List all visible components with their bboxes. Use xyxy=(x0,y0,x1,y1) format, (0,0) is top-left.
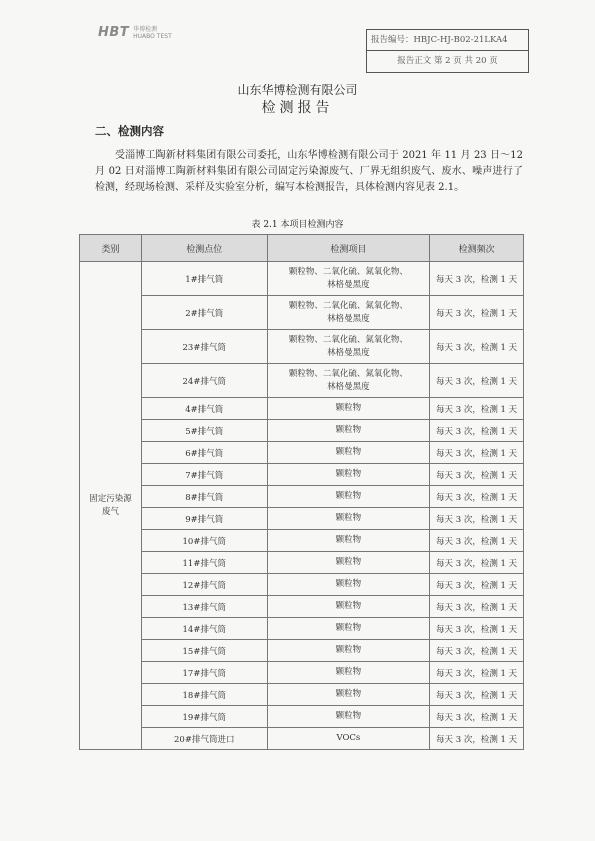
category-cell: 固定污染源废气 xyxy=(80,262,142,750)
item-line: 颗粒物 xyxy=(335,579,362,589)
table-row xyxy=(80,398,524,420)
item-line: 颗粒物 xyxy=(335,711,362,721)
frequency-cell: 每天 3 次，检测 1 天 xyxy=(430,640,524,662)
item-line: 颗粒物 xyxy=(335,689,362,699)
table-row xyxy=(80,330,524,364)
table-row xyxy=(80,552,524,574)
items-cell xyxy=(267,574,430,596)
header-point: 检测点位 xyxy=(141,235,267,262)
item-line: 颗粒物、二氧化硫、氮氧化物、 xyxy=(288,368,408,379)
point-cell: 19#排气筒 xyxy=(141,706,267,728)
frequency-cell: 每天 3 次，检测 1 天 xyxy=(430,574,524,596)
items-cell xyxy=(267,262,430,296)
items-cell xyxy=(267,596,430,618)
frequency-cell: 每天 3 次，检测 1 天 xyxy=(430,486,524,508)
item-line: 林格曼黑度 xyxy=(327,313,370,324)
item-line: VOCs xyxy=(336,733,361,743)
items-cell xyxy=(267,684,430,706)
frequency-cell: 每天 3 次，检测 1 天 xyxy=(430,684,524,706)
item-line: 林格曼黑度 xyxy=(327,347,370,358)
frequency-cell: 每天 3 次，检测 1 天 xyxy=(430,618,524,640)
table-row xyxy=(80,442,524,464)
table-row xyxy=(80,684,524,706)
point-cell: 18#排气筒 xyxy=(141,684,267,706)
items-cell xyxy=(267,728,430,750)
items-cell xyxy=(267,706,430,728)
point-cell: 8#排气筒 xyxy=(141,486,267,508)
point-cell: 17#排气筒 xyxy=(141,662,267,684)
item-line: 颗粒物 xyxy=(335,601,362,611)
table-row xyxy=(80,596,524,618)
item-line: 颗粒物 xyxy=(335,491,362,501)
items-cell xyxy=(267,640,430,662)
detection-content-table xyxy=(79,234,524,750)
table-row xyxy=(80,508,524,530)
document-title: 检测报告 xyxy=(261,100,334,116)
table-row xyxy=(80,530,524,552)
logo-mark: HBT xyxy=(98,25,130,40)
item-line: 颗粒物 xyxy=(335,557,362,567)
point-cell: 11#排气筒 xyxy=(141,552,267,574)
items-cell xyxy=(267,398,430,420)
point-cell: 7#排气筒 xyxy=(141,464,267,486)
point-cell: 24#排气筒 xyxy=(141,364,267,398)
point-cell: 15#排气筒 xyxy=(141,640,267,662)
frequency-cell: 每天 3 次，检测 1 天 xyxy=(430,464,524,486)
item-line: 颗粒物 xyxy=(335,645,362,655)
company-logo xyxy=(98,25,172,40)
items-cell xyxy=(267,364,430,398)
items-cell xyxy=(267,486,430,508)
item-line: 林格曼黑度 xyxy=(327,279,370,290)
report-number: 报告编号：HBJC-HJ-B02-21LKA4 xyxy=(371,35,508,45)
items-cell xyxy=(267,508,430,530)
header-frequency: 检测频次 xyxy=(430,235,524,262)
point-cell: 5#排气筒 xyxy=(141,420,267,442)
table-row xyxy=(80,262,524,296)
report-info-box xyxy=(366,29,529,73)
frequency-cell: 每天 3 次，检测 1 天 xyxy=(430,420,524,442)
frequency-cell: 每天 3 次，检测 1 天 xyxy=(430,330,524,364)
point-cell: 1#排气筒 xyxy=(141,262,267,296)
section-title: 二、检测内容 xyxy=(95,124,164,138)
item-line: 颗粒物 xyxy=(335,667,362,677)
items-cell xyxy=(267,330,430,364)
item-line: 颗粒物 xyxy=(335,513,362,523)
logo-en: HUABO TEST xyxy=(133,32,172,40)
frequency-cell: 每天 3 次，检测 1 天 xyxy=(430,552,524,574)
point-cell: 4#排气筒 xyxy=(141,398,267,420)
frequency-cell: 每天 3 次，检测 1 天 xyxy=(430,728,524,750)
item-line: 颗粒物 xyxy=(335,469,362,479)
items-cell xyxy=(267,442,430,464)
frequency-cell: 每天 3 次，检测 1 天 xyxy=(430,364,524,398)
item-line: 颗粒物 xyxy=(335,403,362,413)
item-line: 颗粒物 xyxy=(335,447,362,457)
point-cell: 2#排气筒 xyxy=(141,296,267,330)
point-cell: 6#排气筒 xyxy=(141,442,267,464)
items-cell xyxy=(267,552,430,574)
table-row xyxy=(80,706,524,728)
items-cell xyxy=(267,530,430,552)
items-cell xyxy=(267,618,430,640)
item-line: 颗粒物、二氧化硫、氮氧化物、 xyxy=(288,334,408,345)
table-row xyxy=(80,420,524,442)
point-cell: 13#排气筒 xyxy=(141,596,267,618)
item-line: 颗粒物、二氧化硫、氮氧化物、 xyxy=(288,266,408,277)
logo-cn: 华博检测 xyxy=(133,25,158,33)
item-line: 颗粒物 xyxy=(335,535,362,545)
company-name: 山东华博检测有限公司 xyxy=(237,83,358,97)
frequency-cell: 每天 3 次，检测 1 天 xyxy=(430,262,524,296)
item-line: 林格曼黑度 xyxy=(327,381,370,392)
logo-text xyxy=(133,26,172,40)
page-info: 报告正文 第 2 页 共 20 页 xyxy=(367,50,528,71)
table-row xyxy=(80,464,524,486)
table-row xyxy=(80,640,524,662)
frequency-cell: 每天 3 次，检测 1 天 xyxy=(430,442,524,464)
table-row xyxy=(80,574,524,596)
header-category: 类别 xyxy=(80,235,142,262)
frequency-cell: 每天 3 次，检测 1 天 xyxy=(430,398,524,420)
item-line: 颗粒物、二氧化硫、氮氧化物、 xyxy=(288,300,408,311)
table-header-row xyxy=(80,235,524,262)
items-cell xyxy=(267,662,430,684)
table-row xyxy=(80,728,524,750)
intro-paragraph: 受淄博工陶新材料集团有限公司委托，山东华博检测有限公司于 2021 年 11 月 23 日～12 月 02 日对淄博工陶新材料集团有限公司固定污染源废气、厂界无组织废气、废水、噪声进行了检测，经现场检测、采样及实验室分析，编写本检测报告，具体检测内容见表 2.1。 xyxy=(95,150,523,193)
item-line: 颗粒物 xyxy=(335,425,362,435)
frequency-cell: 每天 3 次，检测 1 天 xyxy=(430,530,524,552)
header-items: 检测项目 xyxy=(267,235,430,262)
point-cell: 9#排气筒 xyxy=(141,508,267,530)
table-row xyxy=(80,296,524,330)
frequency-cell: 每天 3 次，检测 1 天 xyxy=(430,296,524,330)
point-cell: 14#排气筒 xyxy=(141,618,267,640)
frequency-cell: 每天 3 次，检测 1 天 xyxy=(430,662,524,684)
table-caption: 表 2.1 本项目检测内容 xyxy=(251,220,344,230)
point-cell: 10#排气筒 xyxy=(141,530,267,552)
point-cell: 23#排气筒 xyxy=(141,330,267,364)
item-line: 颗粒物 xyxy=(335,623,362,633)
table-row xyxy=(80,486,524,508)
frequency-cell: 每天 3 次，检测 1 天 xyxy=(430,596,524,618)
table-row xyxy=(80,618,524,640)
items-cell xyxy=(267,420,430,442)
point-cell: 12#排气筒 xyxy=(141,574,267,596)
items-cell xyxy=(267,296,430,330)
table-row xyxy=(80,662,524,684)
point-cell: 20#排气筒进口 xyxy=(141,728,267,750)
frequency-cell: 每天 3 次，检测 1 天 xyxy=(430,706,524,728)
table-row xyxy=(80,364,524,398)
items-cell xyxy=(267,464,430,486)
frequency-cell: 每天 3 次，检测 1 天 xyxy=(430,508,524,530)
